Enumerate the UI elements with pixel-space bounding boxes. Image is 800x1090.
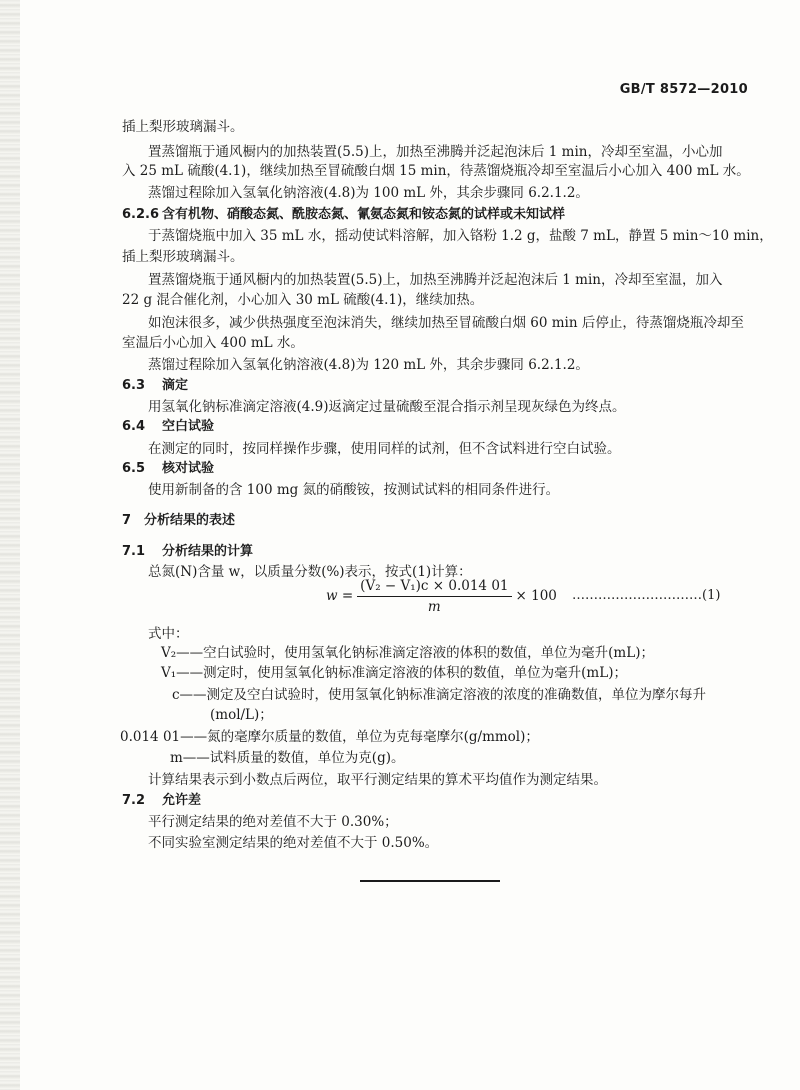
paragraph-line: 插上梨形玻璃漏斗。 — [122, 119, 244, 135]
section-heading-7-2 — [122, 792, 201, 810]
paragraph-line: 室温后小心加入 400 mL 水。 — [122, 335, 304, 351]
section-title: 允许差 — [162, 793, 202, 808]
paragraph-line: 蒸馏过程除加入氢氧化钠溶液(4.8)为 100 mL 外，其余步骤同 6.2.1.2。 — [148, 185, 589, 201]
section-number: 7.2 — [122, 793, 146, 808]
standard-code: GB/T 8572—2010 — [619, 82, 748, 97]
paragraph-line: 入 25 mL 硫酸(4.1)，继续加热至冒硫酸白烟 15 min，待蒸馏烧瓶冷却至室温后小心加入 400 mL 水。 — [122, 163, 750, 179]
paragraph-line: 用氢氧化钠标准滴定溶液(4.9)返滴定过量硫酸至混合指示剂呈现灰绿色为终点。 — [148, 399, 626, 415]
paragraph-line: 使用新制备的含 100 mg 氮的硝酸铵，按测试试料的相同条件进行。 — [148, 482, 560, 498]
variable-definition: 0.014 01——氮的毫摩尔质量的数值，单位为克每毫摩尔(g/mmol)； — [120, 729, 539, 745]
section-title: 分析结果的计算 — [162, 544, 254, 559]
paragraph-line: 计算结果表示到小数点后两位，取平行测定结果的算术平均值作为测定结果。 — [148, 772, 607, 788]
section-heading-7 — [122, 512, 235, 530]
end-rule — [360, 880, 500, 882]
paragraph-line: 插上梨形玻璃漏斗。 — [122, 249, 244, 265]
section-number: 6.3 — [122, 378, 146, 393]
section-heading-6-5 — [122, 460, 214, 478]
formula-fraction — [357, 578, 511, 615]
formula-rhs: × 100 — [515, 588, 557, 604]
section-title: 含有机物、硝酸态氮、酰胺态氮、氰氨态氮和铵态氮的试样或未知试样 — [162, 207, 566, 222]
paragraph-line: 平行测定结果的绝对差值不大于 0.30%； — [148, 814, 398, 830]
section-heading-6-3 — [122, 377, 188, 395]
section-number: 7 — [122, 513, 132, 528]
formula-numerator: (V₂ − V₁)c × 0.014 01 — [357, 578, 511, 597]
section-heading-6-4 — [122, 418, 214, 436]
paragraph-line: 22 g 混合催化剂，小心加入 30 mL 硫酸(4.1)，继续加热。 — [122, 292, 484, 308]
variable-definition: V₁——测定时，使用氢氧化钠标准滴定溶液的体积的数值，单位为毫升(mL)； — [161, 665, 627, 681]
variable-definition: V₂——空白试验时，使用氢氧化钠标准滴定溶液的体积的数值，单位为毫升(mL)； — [161, 645, 654, 661]
paragraph-line: 不同实验室测定结果的绝对差值不大于 0.50%。 — [148, 835, 439, 851]
formula-denominator: m — [427, 598, 441, 615]
paragraph-line: 蒸馏过程除加入氢氧化钠溶液(4.8)为 120 mL 外，其余步骤同 6.2.1.2。 — [148, 357, 589, 373]
paragraph-line: 总氮(N)含量 w，以质量分数(%)表示，按式(1)计算： — [148, 564, 472, 580]
section-title: 核对试验 — [162, 461, 215, 476]
paragraph-line: 于蒸馏烧瓶中加入 35 mL 水，摇动使试料溶解，加入铬粉 1.2 g，盐酸 7 mL，静置 5 min～10 min， — [148, 228, 773, 244]
section-title: 滴定 — [162, 378, 189, 393]
paragraph-line: 在测定的同时，按同样操作步骤，使用同样的试剂，但不含试料进行空白试验。 — [148, 441, 621, 457]
formula — [326, 576, 557, 616]
section-number: 6.4 — [122, 419, 146, 434]
section-heading-7-1 — [122, 543, 253, 561]
variable-definition: m——试料质量的数值，单位为克(g)。 — [170, 750, 405, 766]
section-title: 分析结果的表述 — [144, 513, 236, 528]
section-heading-6-2-6 — [122, 206, 565, 224]
section-number: 6.2.6 — [122, 207, 160, 222]
equation-number: …………………………(1) — [572, 588, 721, 603]
paragraph-line: 置蒸馏烧瓶于通风橱内的加热装置(5.5)上，加热至沸腾并泛起泡沫后 1 min，冷却至室温，加入 — [148, 272, 723, 288]
section-title: 空白试验 — [162, 419, 215, 434]
formula-lhs: w = — [326, 588, 354, 604]
paragraph-line: 式中： — [148, 626, 189, 642]
variable-definition-cont: (mol/L)； — [210, 707, 273, 723]
section-number: 7.1 — [122, 544, 146, 559]
variable-definition: c——测定及空白试验时，使用氢氧化钠标准滴定溶液的浓度的准确数值，单位为摩尔每升 — [172, 687, 707, 703]
paragraph-line: 如泡沫很多，减少供热强度至泡沫消失，继续加热至冒硫酸白烟 60 min 后停止，待蒸馏烧瓶冷却至 — [148, 315, 744, 331]
section-number: 6.5 — [122, 461, 146, 476]
paragraph-line: 置蒸馏瓶于通风橱内的加热装置(5.5)上，加热至沸腾并泛起泡沫后 1 min，冷却至室温，小心加 — [148, 144, 723, 160]
